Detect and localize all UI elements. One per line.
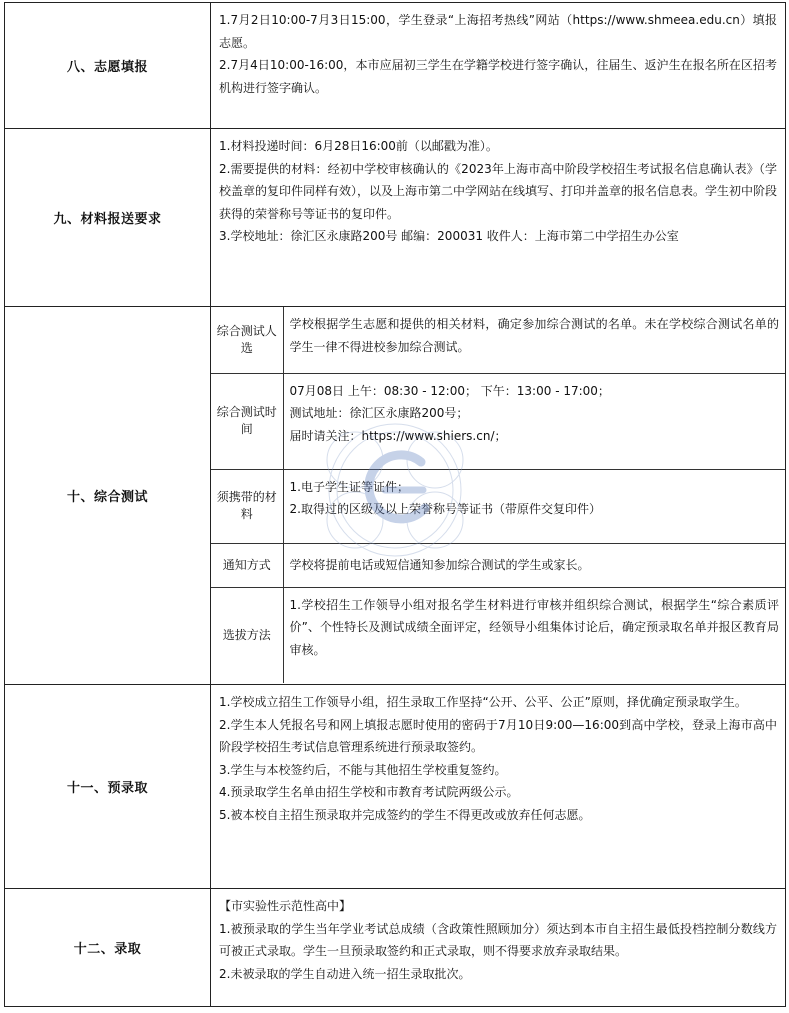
subtable-row	[211, 587, 785, 683]
section-title: 十二、录取	[5, 889, 211, 1007]
text-line: 1.学校成立招生工作领导小组，招生录取工作坚持“公开、公平、公正”原则，择优确定预录取学生。	[219, 695, 747, 709]
text-line: 届时请关注：https://www.shiers.cn/；	[289, 428, 507, 443]
section-title: 八、志愿填报	[5, 3, 211, 129]
text-line: 2.未被录取的学生自动进入统一招生录取批次。	[219, 966, 471, 981]
section-content	[211, 685, 786, 889]
section-title: 九、材料报送要求	[5, 129, 211, 307]
text-line: 【市实验性示范性高中】	[219, 899, 352, 913]
text-line: 2.学生本人凭报名号和网上填报志愿时使用的密码于7月10日9:00—16:00到高中学校，登录上海市高中阶段学校招生考试信息管理系统进行预录取签约。	[219, 717, 777, 754]
text-line: 3.学生与本校签约后，不能与其他招生学校重复签约。	[219, 762, 507, 777]
subtable-row	[211, 469, 785, 543]
section-content	[211, 889, 786, 1007]
subtable-content	[283, 307, 785, 373]
subtable-row	[211, 373, 785, 469]
section-title: 十一、预录取	[5, 685, 211, 889]
admission-info-table	[4, 2, 786, 1007]
section-row-pre-admission	[5, 685, 786, 889]
section-title: 十、综合测试	[5, 307, 211, 685]
section-row-comprehensive-test	[5, 307, 786, 685]
subtable-label: 须携带的材料	[211, 469, 283, 543]
section-row-volunteer	[5, 3, 786, 129]
section-row-materials	[5, 129, 786, 307]
subtable-content	[283, 373, 785, 469]
text-line: 1.学校招生工作领导小组对报名学生材料进行审核并组织综合测试，根据学生“综合素质评价”、个性特长及测试成绩全面评定，经领导小组集体讨论后，确定预录取名单并报区教育局审核。	[289, 597, 779, 657]
subtable-row	[211, 543, 785, 587]
text-line: 2.需要提供的材料：经初中学校审核确认的《2023年上海市高中阶段学校招生考试报名信息确认表》（学校盖章的复印件同样有效），以及上海市第二中学网站在线填写、打印并盖章的报名信息表。学生初中阶段获得的荣誉称号等证书的复印件。	[219, 161, 778, 221]
text-line: 2.7月4日10:00-16:00，本市应届初三学生在学籍学校进行签字确认，往届生、返沪生在报名所在区招考机构进行签字确认。	[219, 58, 777, 95]
section-row-admission	[5, 889, 786, 1007]
text-line: 1.7月2日10:00-7月3日15:00，学生登录“上海招考热线”网站（https://www.shmeea.edu.cn）填报志愿。	[219, 13, 777, 50]
text-line: 5.被本校自主招生预录取并完成签约的学生不得更改或放弃任何志愿。	[219, 807, 591, 822]
section-content	[211, 129, 786, 307]
subtable-content	[283, 543, 785, 587]
test-subtable	[211, 307, 785, 683]
subtable-row	[211, 307, 785, 373]
subtable-content	[283, 587, 785, 683]
text-line: 1.电子学生证等证件；	[289, 479, 409, 494]
text-line: 07月08日 上午：08:30 - 12:00； 下午：13:00 - 17:00；	[289, 383, 610, 398]
section-content	[211, 3, 786, 129]
text-line: 3.学校地址：徐汇区永康路200号 邮编：200031 收件人：上海市第二中学招生办公室	[219, 229, 679, 243]
text-line: 测试地址：徐汇区永康路200号；	[289, 406, 469, 420]
subtable-label: 选拔方法	[211, 587, 283, 683]
text-line: 4.预录取学生名单由招生学校和市教育考试院两级公示。	[219, 785, 519, 799]
section-content	[211, 307, 786, 685]
text-line: 2.取得过的区级及以上荣誉称号等证书（带原件交复印件）	[289, 502, 601, 516]
subtable-label: 综合测试人选	[211, 307, 283, 373]
subtable-content	[283, 469, 785, 543]
text-line: 学校根据学生志愿和提供的相关材料，确定参加综合测试的名单。未在学校综合测试名单的学生一律不得进校参加综合测试。	[289, 317, 779, 354]
subtable-label: 通知方式	[211, 543, 283, 587]
subtable-label: 综合测试时间	[211, 373, 283, 469]
text-line: 学校将提前电话或短信通知参加综合测试的学生或家长。	[289, 557, 590, 572]
text-line: 1.被预录取的学生当年学业考试总成绩（含政策性照顾加分）须达到本市自主招生最低投档控制分数线方可被正式录取。学生一旦预录取签约和正式录取，则不得要求放弃录取结果。	[219, 921, 777, 958]
text-line: 1.材料投递时间：6月28日16:00前（以邮戳为准）。	[219, 139, 498, 153]
